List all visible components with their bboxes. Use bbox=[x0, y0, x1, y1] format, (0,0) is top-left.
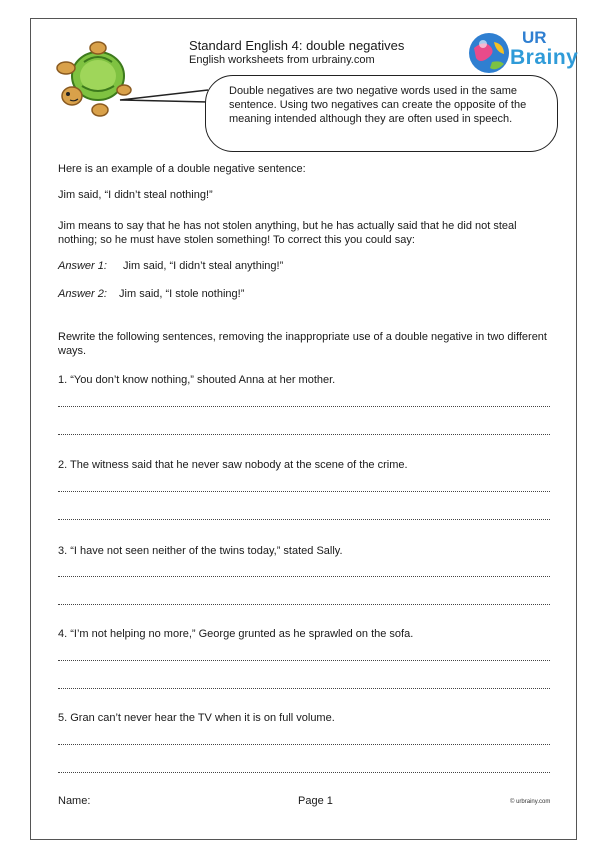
question-4: 4. “I’m not helping no more,” George grunted as he sprawled on the sofa. bbox=[58, 628, 414, 640]
answer-line bbox=[58, 490, 550, 492]
answer-line bbox=[58, 405, 550, 407]
answer-line bbox=[58, 433, 550, 435]
logo-text-brainy: Brainy bbox=[510, 46, 579, 69]
answer-line bbox=[58, 687, 550, 689]
answer-line bbox=[58, 575, 550, 577]
globe-icon bbox=[466, 30, 512, 76]
intro-text: Double negatives are two negative words used in the same sentence. Using two negatives can create the opposite of the meaning intended although they are often used in speech. bbox=[229, 85, 527, 125]
answer-2 bbox=[58, 287, 558, 301]
question-5: 5. Gran can’t never hear the TV when it is on full volume. bbox=[58, 712, 335, 724]
logo-text-ur: UR bbox=[522, 28, 547, 47]
urbrainy-logo bbox=[466, 28, 578, 78]
name-label: Name: bbox=[58, 795, 91, 807]
speech-bubble-tail bbox=[118, 88, 210, 110]
answer-line bbox=[58, 659, 550, 661]
answer-line bbox=[58, 743, 550, 745]
answer-1 bbox=[58, 259, 558, 273]
answer-line bbox=[58, 603, 550, 605]
example-intro: Here is an example of a double negative sentence: bbox=[58, 163, 306, 175]
answer-1-text: Jim said, “I didn’t steal anything!” bbox=[123, 260, 284, 272]
question-1: 1. “You don’t know nothing,” shouted Anna at her mother. bbox=[58, 374, 336, 386]
answer-line bbox=[58, 771, 550, 773]
question-2: 2. The witness said that he never saw nobody at the scene of the crime. bbox=[58, 459, 408, 471]
answer-line bbox=[58, 518, 550, 520]
copyright-notice: © urbrainy.com bbox=[510, 799, 551, 805]
example-sentence: Jim said, “I didn’t steal nothing!” bbox=[58, 189, 213, 201]
page-subtitle: English worksheets from urbrainy.com bbox=[189, 54, 375, 66]
answer-2-text: Jim said, “I stole nothing!” bbox=[119, 288, 245, 300]
page-number: Page 1 bbox=[298, 795, 333, 807]
question-3: 3. “I have not seen neither of the twins today,” stated Sally. bbox=[58, 545, 343, 557]
page-title: Standard English 4: double negatives bbox=[189, 38, 405, 53]
instruction-paragraph: Rewrite the following sentences, removing the inappropriate use of a double negative in two different ways. bbox=[58, 331, 547, 357]
answer-1-label: Answer 1: bbox=[58, 260, 107, 272]
answer-2-label: Answer 2: bbox=[58, 288, 107, 300]
explanation-paragraph: Jim means to say that he has not stolen anything, but he has actually said that he did not steal nothing; so he must have stolen something! To correct this you could say: bbox=[58, 220, 517, 246]
